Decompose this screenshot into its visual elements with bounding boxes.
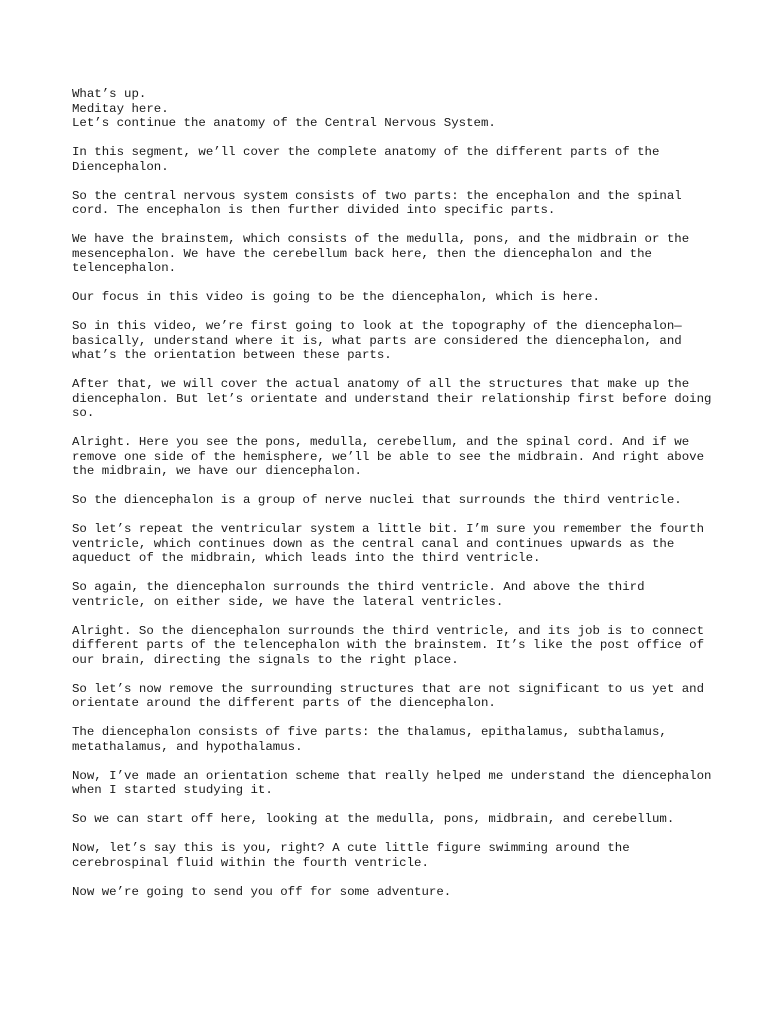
document-page — [72, 87, 712, 914]
paragraph: Alright. So the diencephalon surrounds the third ventricle, and its job is to connect different parts of the telencephalon with the brainstem. It’s like the post office of our brain, directing the signals to the right place. — [72, 623, 705, 667]
paragraph: After that, we will cover the actual anatomy of all the structures that make up the diencephalon. But let’s orientate and understand their relationship first before doing so. — [72, 377, 712, 420]
paragraph: So in this video, we’re first going to look at the topography of the diencephalon— basically, understand where it is, what parts are considered the diencephalon, and what’s the orientation between these parts. — [72, 319, 682, 362]
intro-line: Meditay here. — [72, 101, 169, 116]
paragraph: So again, the diencephalon surrounds the third ventricle. And above the third ventricle, on either side, we have the lateral ventricles. — [72, 580, 645, 609]
paragraph: The diencephalon consists of five parts: the thalamus, epithalamus, subthalamus, metathalamus, and hypothalamus. — [72, 725, 667, 754]
intro-block — [72, 87, 712, 131]
paragraph: We have the brainstem, which consists of the medulla, pons, and the midbrain or the mesencephalon. We have the cerebellum back here, then the diencephalon and the telencephalon. — [72, 232, 690, 275]
paragraph: Our focus in this video is going to be the diencephalon, which is here. — [72, 290, 600, 304]
paragraph: So we can start off here, looking at the medulla, pons, midbrain, and cerebellum. — [72, 812, 675, 826]
paragraph: Alright. Here you see the pons, medulla, cerebellum, and the spinal cord. And if we remove one side of the hemisphere, we’ll be able to see the midbrain. And right above the midbrain, we have our diencephalon. — [72, 435, 705, 478]
paragraph: In this segment, we’ll cover the complete anatomy of the different parts of the Diencephalon. — [72, 145, 660, 174]
intro-line: What’s up. — [72, 87, 147, 101]
paragraph: So let’s repeat the ventricular system a little bit. I’m sure you remember the fourth ventricle, which continues down as the central canal and continues upwards as the aqueduct of the midbrain, which leads into the third ventricle. — [72, 522, 705, 565]
paragraph: Now we’re going to send you off for some adventure. — [72, 884, 452, 899]
paragraph: Now, I’ve made an orientation scheme that really helped me understand the diencephalon when I started studying it. — [72, 768, 712, 797]
paragraph: So let’s now remove the surrounding structures that are not significant to us yet and orientate around the different parts of the diencephalon. — [72, 681, 705, 710]
intro-line: Let’s continue the anatomy of the Central Nervous System. — [72, 116, 496, 130]
paragraph: So the central nervous system consists of two parts: the encephalon and the spinal cord. The encephalon is then further divided into specific parts. — [72, 188, 682, 217]
paragraph: Now, let’s say this is you, right? A cute little figure swimming around the cerebrospinal fluid within the fourth ventricle. — [72, 841, 630, 870]
paragraph: So the diencephalon is a group of nerve nuclei that surrounds the third ventricle. — [72, 493, 682, 507]
